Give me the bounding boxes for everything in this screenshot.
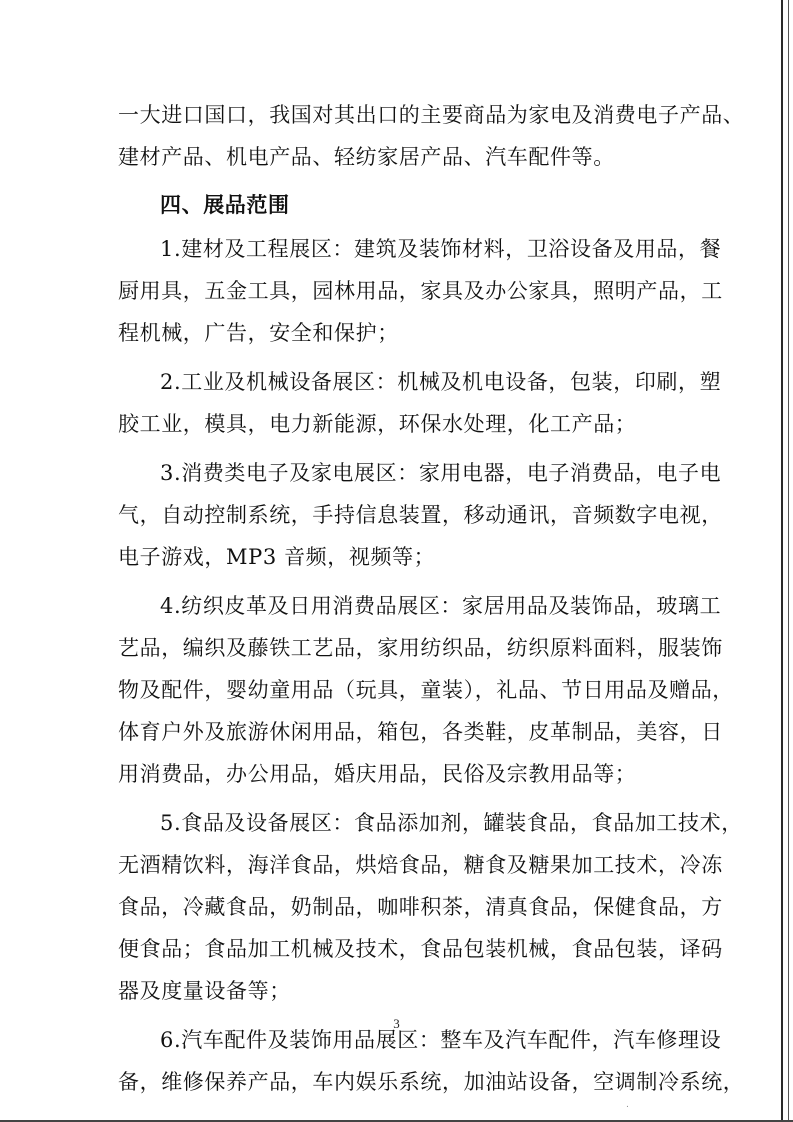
page-number: 3 [393,1016,400,1031]
item-line: 厨用具，五金工具，园林用品，家具及办公家具，照明产品，工 [118,279,723,303]
item-line: 器及度量设备等； [118,979,291,1003]
item-line: 程机械，广告，安全和保护； [118,321,399,345]
item-line: 4.纺织皮革及日用消费品展区：家居用品及装饰品，玻璃工 [160,594,722,618]
item-line: 1.建材及工程展区：建筑及装饰材料，卫浴设备及用品，餐 [160,237,722,261]
scan-edge-right-inner [788,0,789,1122]
exhibit-item-textiles-consumer-goods [118,585,734,795]
exhibit-item-food-equipment [118,802,743,1012]
item-line: 2.工业及机械设备展区：机械及机电设备，包装，印刷，塑 [160,370,722,394]
item-line: 食品，冷藏食品，奶制品，咖啡积茶，清真食品，保健食品，方 [118,895,723,919]
exhibit-item-consumer-electronics [118,452,723,578]
item-line: 物及配件，婴幼童用品（玩具，童装），礼品、节日用品及赠品， [118,678,734,702]
scan-edge-right [781,0,783,1122]
item-line: 备，维修保养产品，车内娱乐系统，加油站设备，空调制冷系统， [118,1070,745,1094]
item-line: 气，自动控制系统，手持信息装置，移动通讯，音频数字电视， [118,503,723,527]
item-line: 胶工业，模具，电力新能源，环保水处理，化工产品； [118,412,637,436]
item-line: 便食品；食品加工机械及技术，食品包装机械，食品包装，译码 [118,937,723,961]
exhibit-item-industrial-machinery [118,361,722,445]
intro-line: 一大进口国口，我国对其出口的主要商品为家电及消费电子产品、 [118,103,745,127]
item-line: 体育户外及旅游休闲用品，箱包，各类鞋，皮革制品，美容，日 [118,720,723,744]
document-body [118,94,745,1103]
item-line: 用消费品，办公用品，婚庆用品，民俗及宗教用品等； [118,762,637,786]
item-line: 5.食品及设备展区：食品添加剂，罐装食品，食品加工技术， [160,811,743,835]
item-line: 电子游戏，MP3 音频，视频等； [118,545,436,569]
item-line: 3.消费类电子及家电展区：家用电器，电子消费品，电子电 [160,461,722,485]
item-line: 无酒精饮料，海洋食品，烘焙食品，糖食及糖果加工技术，冷冻 [118,853,723,877]
section-heading: 四、展品范围 [160,193,290,217]
intro-line: 建材产品、机电产品、轻纺家居产品、汽车配件等。 [118,145,615,169]
item-line: 6.汽车配件及装饰用品展区：整车及汽车配件，汽车修理设 [160,1028,722,1052]
scan-artifact: . [626,1100,629,1110]
exhibit-item-building-materials [118,228,723,354]
item-line: 艺品，编织及藤铁工艺品，家用纺织品，纺织原料面料，服装饰 [118,636,723,660]
